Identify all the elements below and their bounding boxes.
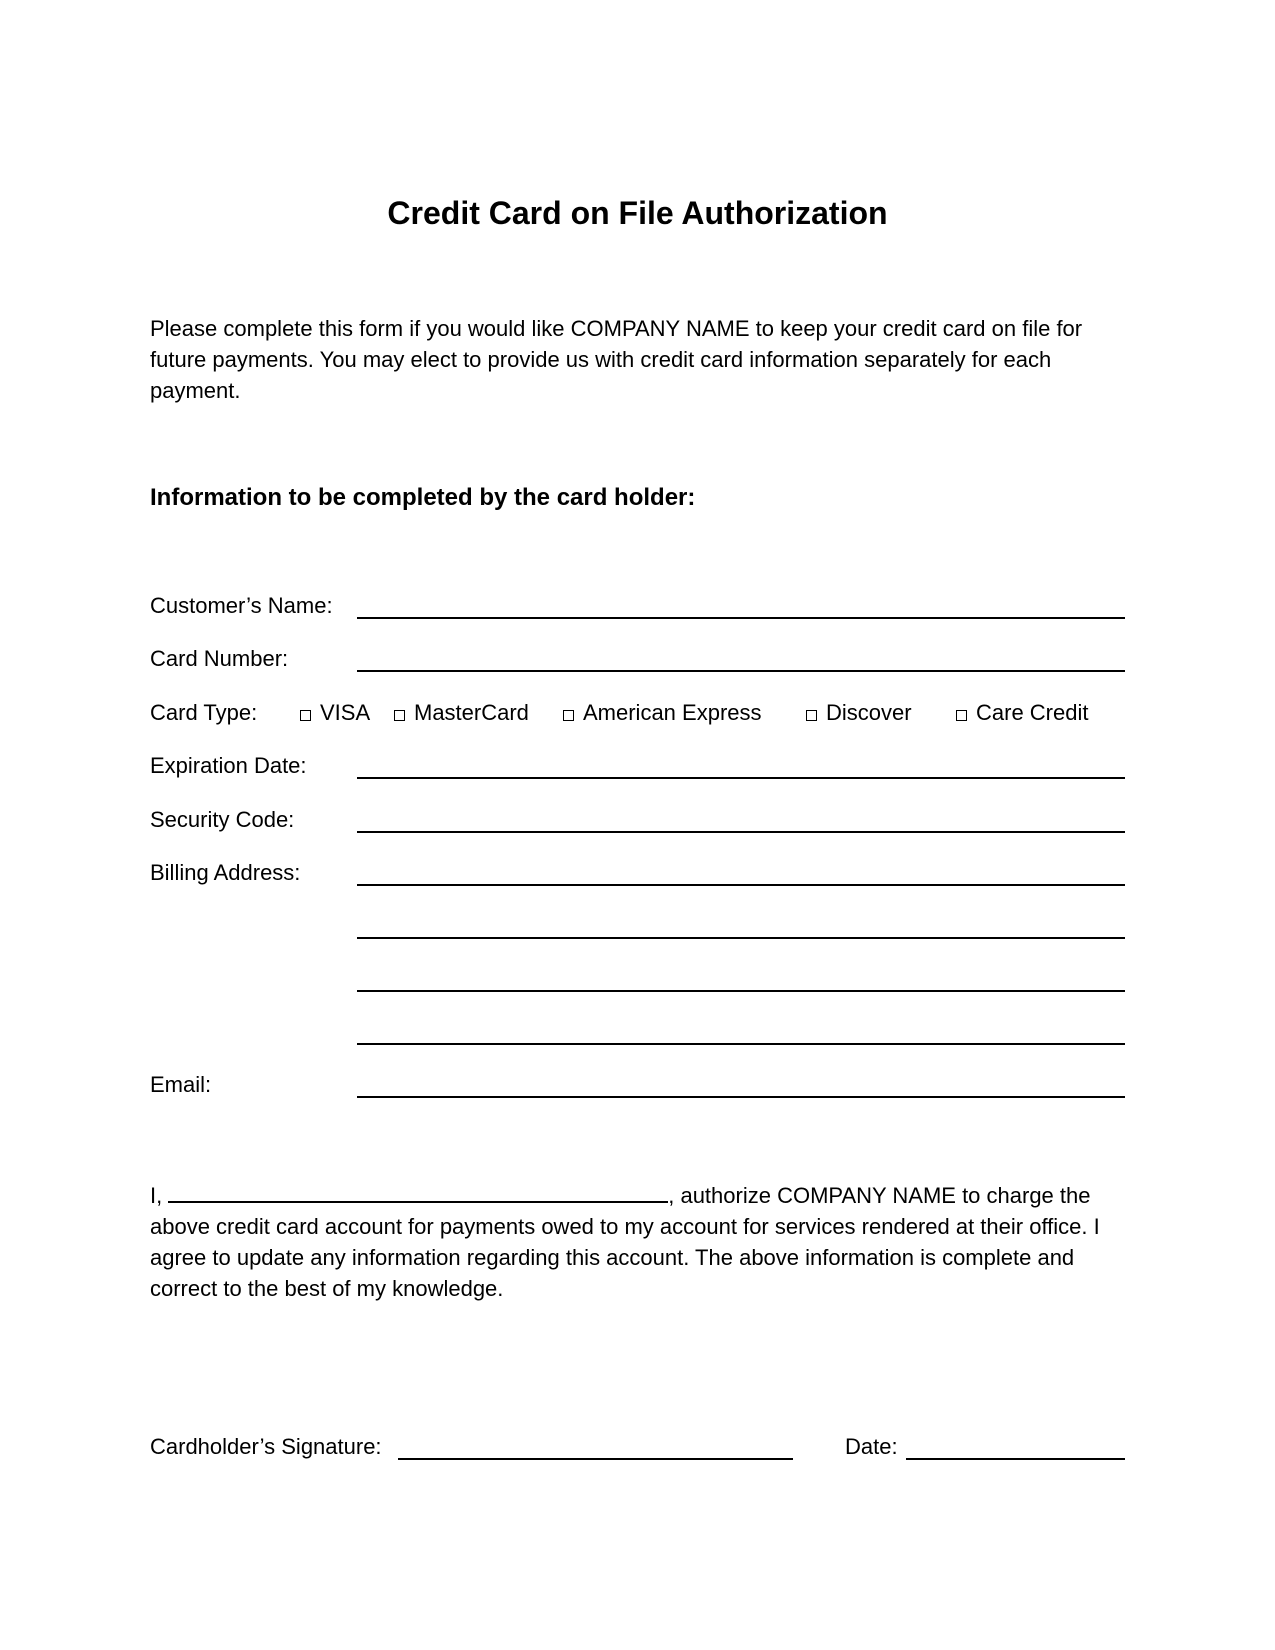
card-number-field[interactable] <box>357 670 1125 672</box>
billing-address-line-2[interactable] <box>357 937 1125 939</box>
billing-address-line-1[interactable] <box>357 884 1125 886</box>
discover-checkbox[interactable] <box>806 710 817 721</box>
american-express-checkbox[interactable] <box>563 710 574 721</box>
mastercard-option-label: MasterCard <box>414 700 529 725</box>
customer-name-field[interactable] <box>357 617 1125 619</box>
cardholder-signature-field[interactable] <box>398 1458 793 1460</box>
care-credit-checkbox[interactable] <box>956 710 967 721</box>
expiration-date-label: Expiration Date: <box>150 753 307 778</box>
care-credit-option-label: Care Credit <box>976 700 1089 725</box>
mastercard-checkbox[interactable] <box>394 710 405 721</box>
billing-address-line-3[interactable] <box>357 990 1125 992</box>
authorization-prefix: I, <box>150 1183 163 1208</box>
card-type-option-discover[interactable] <box>806 699 912 727</box>
authorization-statement: , authorize COMPANY NAME to charge the above credit card account for payments owed to my account for services rendered at their office. I agree to update any information regarding this account. The above information is complete and correct to the best of my knowledge. <box>150 1183 1100 1301</box>
card-type-option-visa[interactable] <box>300 699 370 727</box>
card-number-label: Card Number: <box>150 646 289 671</box>
email-label: Email: <box>150 1072 212 1097</box>
discover-option-label: Discover <box>826 700 912 725</box>
visa-option-label: VISA <box>320 700 371 725</box>
authorizer-name-field[interactable] <box>168 1179 668 1203</box>
email-field[interactable] <box>357 1096 1125 1098</box>
card-type-option-care-credit[interactable] <box>956 699 1088 727</box>
date-label: Date: <box>845 1434 898 1459</box>
card-type-label: Card Type: <box>150 700 258 725</box>
page-title: Credit Card on File Authorization <box>387 195 888 231</box>
authorization-paragraph <box>150 1179 1130 1304</box>
intro-paragraph: Please complete this form if you would like COMPANY NAME to keep your credit card on file for future payments. You may elect to provide us with credit card information separately for each payment. <box>150 316 1083 403</box>
card-type-option-mastercard[interactable] <box>394 699 529 727</box>
security-code-field[interactable] <box>357 831 1125 833</box>
card-type-option-american-express[interactable] <box>563 699 762 727</box>
billing-address-line-4[interactable] <box>357 1043 1125 1045</box>
customer-name-label: Customer’s Name: <box>150 593 333 618</box>
american-express-option-label: American Express <box>583 700 762 725</box>
cardholder-signature-label: Cardholder’s Signature: <box>150 1434 382 1459</box>
billing-address-label: Billing Address: <box>150 860 301 885</box>
visa-checkbox[interactable] <box>300 710 311 721</box>
section-heading: Information to be completed by the card holder: <box>150 484 696 511</box>
signature-date-field[interactable] <box>906 1458 1125 1460</box>
expiration-date-field[interactable] <box>357 777 1125 779</box>
security-code-label: Security Code: <box>150 807 295 832</box>
